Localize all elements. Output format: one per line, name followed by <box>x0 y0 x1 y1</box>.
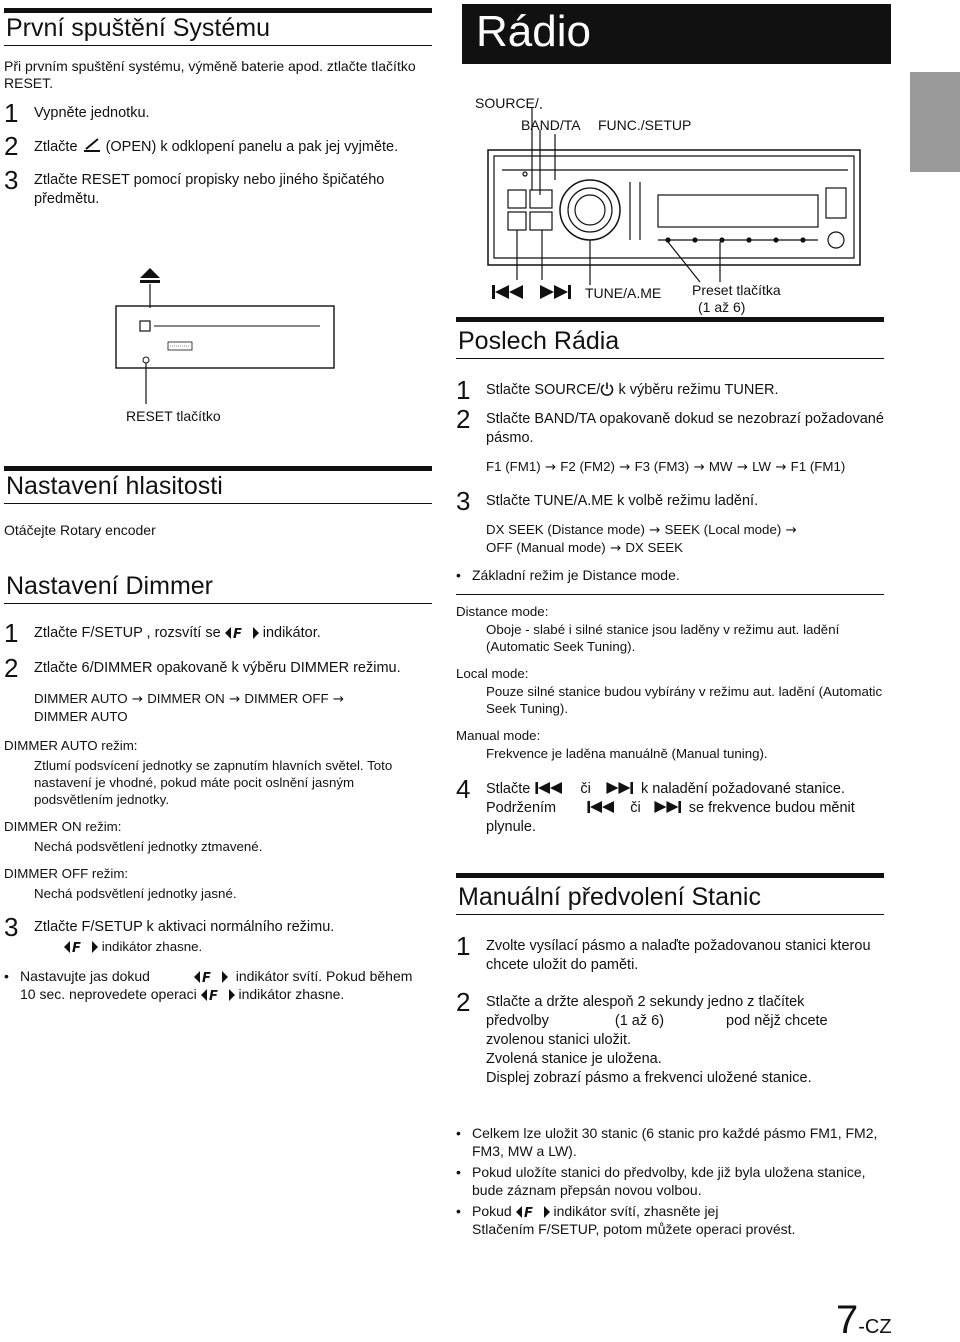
head-unit-diagram <box>480 100 870 300</box>
preset-note: • Pokud uložíte stanici do předvolby, kde již byla uložena stanice, bude záznam přepsán novou volbou. <box>456 1163 896 1199</box>
arrow-icon: → <box>224 692 245 707</box>
dimmer-sequence <box>4 690 432 725</box>
svg-text:F: F <box>523 1206 533 1220</box>
step-number: 2 <box>4 131 19 161</box>
power-icon <box>600 382 614 396</box>
step-number: 2 <box>456 987 471 1017</box>
next-track-icon <box>605 782 637 794</box>
step-number: 1 <box>4 98 19 128</box>
listen-section <box>456 317 884 837</box>
step-text-b: k výběru režimu TUNER. <box>614 382 779 398</box>
auto-mode-body: Ztlumí podsvícení jednotky se zapnutím hlavních světel. Toto nastavení je vhodné, pokud máte pocit oslnění jasným podsvětlením jednotky. <box>34 758 393 807</box>
on-mode-body: Nechá podsvětlení jednotky ztmavené. <box>34 839 263 854</box>
step-4-d: Podržením <box>486 800 557 816</box>
preset-note <box>456 1202 896 1238</box>
step-number: 1 <box>4 618 19 648</box>
faceplate-diagram <box>110 268 340 408</box>
note-d: indikátor zhasne. <box>238 986 345 1002</box>
next-track-icon <box>540 285 574 304</box>
on-mode-head: DIMMER ON režim: <box>4 819 122 834</box>
step-3-indicator <box>4 938 432 955</box>
auto-mode-head: DIMMER AUTO režim: <box>4 738 138 753</box>
arrow-icon: → <box>328 692 344 707</box>
default-mode-note: • Základní režim je Distance mode. <box>456 566 884 584</box>
dimmer-step-2 <box>4 653 432 683</box>
dimmer-step-1 <box>4 618 432 648</box>
off-mode-body: Nechá podsvětlení jednotky jasné. <box>34 886 237 901</box>
left-column <box>4 8 432 209</box>
step-number: 2 <box>456 404 471 434</box>
band-item: F2 (FM2) <box>560 459 615 474</box>
step-text-a: Ztlačte <box>34 139 78 155</box>
step-2-b: předvolby <box>486 1013 549 1029</box>
step-number: 2 <box>4 653 19 683</box>
listen-step-2 <box>456 404 884 448</box>
mode-sequence <box>456 521 884 557</box>
step-text: Stlačte TUNE/A.ME k volbě režimu ladění. <box>486 493 759 509</box>
f-indicator-icon <box>516 1205 550 1219</box>
preset-title: Manuální předvolení Stanic <box>456 873 884 915</box>
step-4-a: Stlačte <box>486 781 531 797</box>
step-2-g: Displej zobrazí pásmo a frekvenci uložené stanice. <box>486 1070 812 1086</box>
label-source: SOURCE/ <box>475 95 539 111</box>
svg-text:F: F <box>72 941 81 955</box>
dimmer-title: Nastavení Dimmer <box>4 571 432 604</box>
step-text: Zvolte vysílací pásmo a nalaďte požadovanou stanici kterou chcete uložit do paměti. <box>486 938 871 973</box>
f-indicator-icon <box>225 626 259 640</box>
band-item: F3 (FM3) <box>634 459 690 474</box>
listen-step-4 <box>456 774 884 837</box>
step-4-e: či <box>630 800 641 816</box>
arrow-icon: → <box>605 541 626 556</box>
step-number: 1 <box>456 931 471 961</box>
volume-title: Nastavení hlasitosti <box>4 466 432 504</box>
seq-item: DIMMER ON <box>147 691 225 706</box>
arrow-icon: → <box>732 460 753 475</box>
dimmer-note <box>4 967 432 1003</box>
prev-track-icon <box>586 801 618 813</box>
arrow-icon: → <box>689 460 709 475</box>
band-item: LW <box>752 459 772 474</box>
step-text: Ztlačte RESET pomocí propisky nebo jiného špičatého předmětu. <box>34 172 385 207</box>
step-text <box>456 780 884 837</box>
prev-track-icon <box>492 285 526 304</box>
local-head: Local mode: <box>456 666 529 681</box>
dimmer-step-3 <box>4 912 432 955</box>
seq-item: DIMMER AUTO <box>34 709 128 724</box>
note-c: 10 sec. neprovedete operaci <box>20 986 197 1002</box>
manual-head: Manual mode: <box>456 728 541 743</box>
mode-item: DX SEEK <box>625 540 683 555</box>
seq-item: DIMMER AUTO <box>34 691 128 706</box>
preset-step-2 <box>456 987 884 1088</box>
f-indicator-icon <box>194 970 228 984</box>
step-number: 1 <box>456 375 471 405</box>
mode-item: SEEK (Local mode) <box>664 522 782 537</box>
label-func: FUNC./SETUP <box>598 117 692 133</box>
step-number: 3 <box>4 165 19 195</box>
preset-notes <box>456 1124 896 1238</box>
note-b: indikátor svítí. Pokud během <box>235 968 413 984</box>
step-4-c: k naladění požadované stanice. <box>640 781 845 797</box>
side-tab <box>910 72 960 172</box>
label-preset: Preset tlačítka <box>692 282 781 298</box>
band-item: F1 (FM1) <box>486 459 541 474</box>
next-track-icon <box>653 801 685 813</box>
note-3-c: Stlačením F/SETUP, potom můžete operaci provést. <box>472 1221 796 1237</box>
svg-text:F: F <box>201 971 211 985</box>
step-2-f: Zvolená stanice je uložena. <box>486 1051 662 1067</box>
listen-title: Poslech Rádia <box>456 317 884 359</box>
step-text <box>456 993 884 1088</box>
dimmer-section <box>4 571 432 1003</box>
svg-text:F: F <box>208 989 218 1003</box>
radio-title: Rádio <box>476 7 591 56</box>
step-3 <box>4 165 432 209</box>
volume-section <box>4 466 432 539</box>
step-text <box>4 137 432 157</box>
mode-descriptions <box>456 594 884 762</box>
arrow-icon: → <box>127 692 148 707</box>
step-text: Ztlačte 6/DIMMER opakovaně k výběru DIMMER režimu. <box>34 660 401 676</box>
step-2-e: zvolenou stanici uložit. <box>486 1032 632 1048</box>
reset-label: RESET tlačítko <box>126 408 221 424</box>
band-item: F1 (FM1) <box>790 459 846 474</box>
seq-item: DIMMER OFF <box>244 691 329 706</box>
step-3-b-text: indikátor zhasne. <box>101 939 203 954</box>
step-text <box>456 381 884 400</box>
label-tune: TUNE/A.ME <box>585 285 662 301</box>
arrow-icon: → <box>614 460 635 475</box>
step-2-d: pod nějž chcete <box>726 1013 828 1029</box>
step-text-a: Stlačte SOURCE/ <box>486 382 601 398</box>
listen-step-3 <box>456 486 884 516</box>
step-text: Vypněte jednotku. <box>34 105 150 121</box>
f-indicator-icon <box>64 940 98 954</box>
arrow-icon: → <box>771 460 791 475</box>
label-preset-range: (1 až 6) <box>698 299 746 315</box>
first-start-intro: Při prvním spuštění systému, výměně baterie apod. ztlačte tlačítko RESET. <box>4 58 416 91</box>
radio-header <box>462 4 891 64</box>
distance-body: Oboje - slabé i silné stanice jsou laděny v režimu aut. ladění (Automatic Seek Tuning). <box>486 622 840 654</box>
band-sequence <box>456 458 884 476</box>
svg-text:F: F <box>232 627 242 641</box>
arrow-icon: → <box>540 460 561 475</box>
listen-step-1 <box>456 375 884 405</box>
off-mode-head: DIMMER OFF režim: <box>4 866 129 881</box>
step-text: Ztlačte F/SETUP k aktivaci normálního režimu. <box>34 919 335 935</box>
step-2-c: (1 až 6) <box>614 1013 665 1029</box>
arrow-icon: → <box>644 523 665 538</box>
step-number: 4 <box>456 774 471 804</box>
step-number: 3 <box>4 912 19 942</box>
step-text-b: (OPEN) k odklopení panelu a pak jej vyjměte. <box>105 139 399 155</box>
step-text-a: Ztlačte F/SETUP , rozsvítí se <box>34 625 221 641</box>
page-suffix: -CZ <box>858 1316 892 1338</box>
preset-step-1 <box>456 931 884 975</box>
step-4-b: či <box>580 781 591 797</box>
local-body: Pouze silné stanice budou vybírány v režimu aut. ladění (Automatic Seek Tuning). <box>486 684 883 716</box>
label-band: BAND/TA <box>521 117 581 133</box>
step-text: Stlačte BAND/TA opakovaně dokud se nezobrazí požadované pásmo. <box>486 411 884 446</box>
note-3-b: indikátor svítí, zhasněte jej <box>553 1203 719 1219</box>
mode-item: DX SEEK (Distance mode) <box>486 522 645 537</box>
note-a: Nastavujte jas dokud <box>20 968 150 984</box>
step-2 <box>4 131 432 161</box>
distance-head: Distance mode: <box>456 604 549 619</box>
preset-note: • Celkem lze uložit 30 stanic (6 stanic pro každé pásmo FM1, FM2, FM3, MW a LW). <box>456 1124 896 1160</box>
prev-track-icon <box>534 782 566 794</box>
page-number <box>836 1300 892 1340</box>
page-num: 7 <box>836 1298 859 1342</box>
first-start-title: První spuštění Systému <box>4 8 432 46</box>
manual-body: Frekvence je laděna manuálně (Manual tuning). <box>486 746 768 761</box>
open-icon <box>82 137 102 153</box>
step-1 <box>4 98 432 128</box>
step-4-f: se frekvence budou měnit plynule. <box>486 800 855 835</box>
volume-text: Otáčejte Rotary encoder <box>4 522 156 538</box>
step-text-b: indikátor. <box>262 625 321 641</box>
preset-section <box>456 873 884 1088</box>
f-indicator-icon <box>201 988 235 1002</box>
step-text <box>4 624 432 643</box>
step-2-a: Stlačte a držte alespoň 2 sekundy jedno z tlačítek <box>486 994 805 1010</box>
step-number: 3 <box>456 486 471 516</box>
arrow-icon: → <box>781 523 797 538</box>
mode-item: OFF (Manual mode) <box>486 540 606 555</box>
note-3-a: Pokud <box>472 1203 512 1219</box>
band-item: MW <box>708 459 733 474</box>
